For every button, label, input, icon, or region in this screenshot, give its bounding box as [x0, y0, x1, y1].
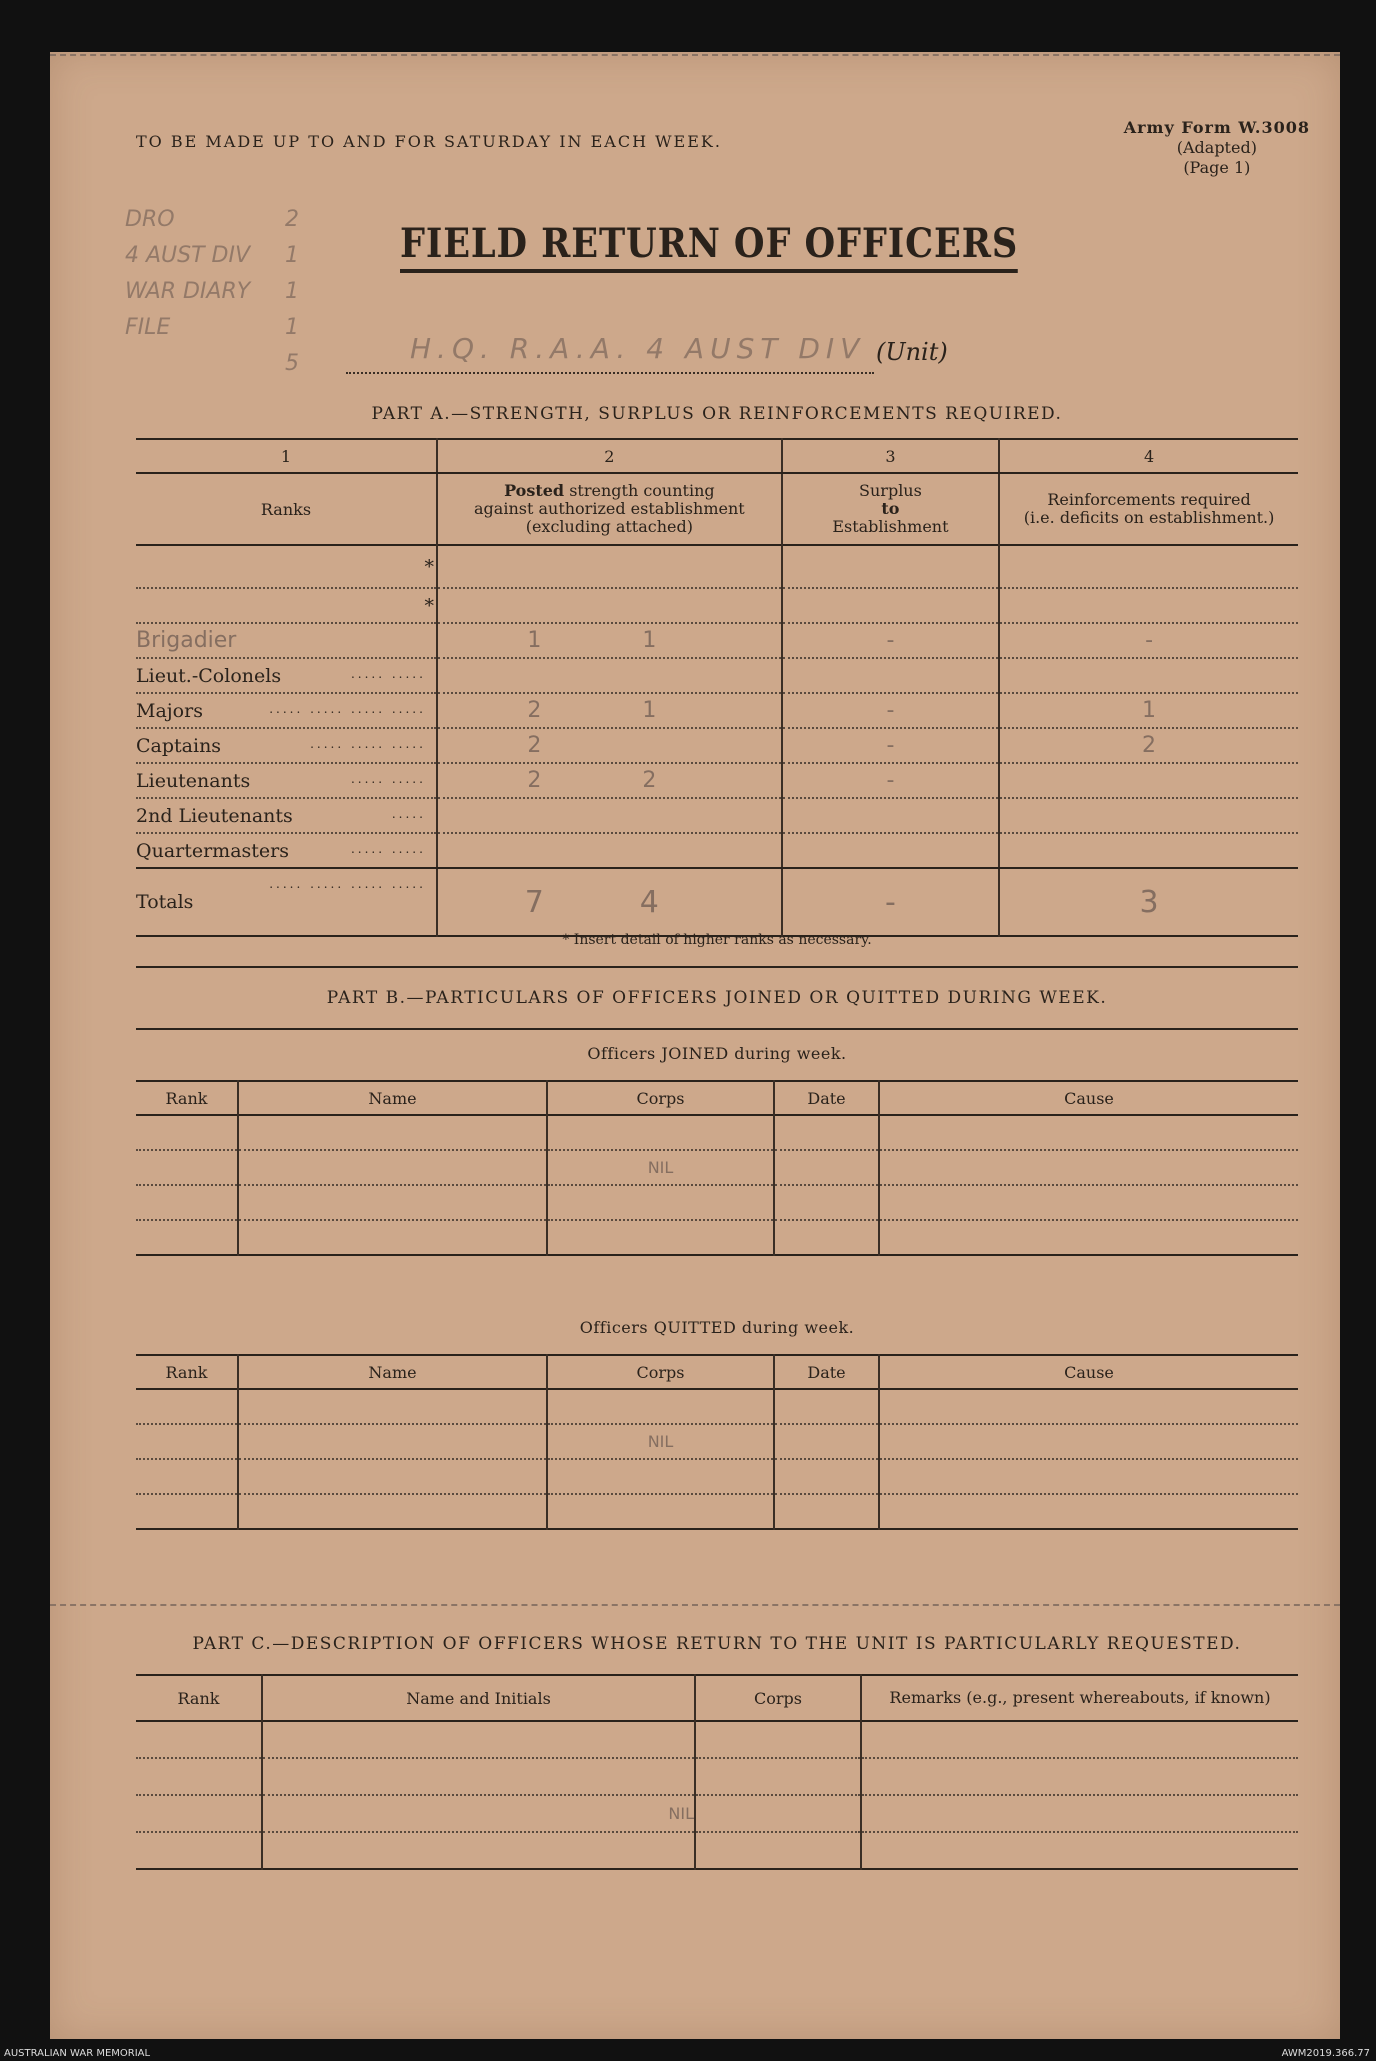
perforation-top	[50, 54, 1340, 56]
dist-row: WAR DIARY 1	[125, 279, 299, 304]
cause-header: Cause	[879, 1355, 1298, 1389]
table-row	[136, 1795, 1298, 1832]
reinf-cell: -	[999, 623, 1298, 658]
reinf-cell	[999, 588, 1298, 623]
reinf-cell	[999, 545, 1298, 588]
table-row	[136, 1459, 1298, 1494]
name-header: Name	[238, 1355, 547, 1389]
reinf-cell	[999, 798, 1298, 833]
posted-header: Posted strength counting against authorized establishment (excluding attached)	[437, 473, 782, 545]
rank-cell: *	[136, 588, 437, 623]
table-row	[136, 693, 1298, 728]
posted-cell: 2 1	[437, 693, 782, 728]
table-row	[136, 623, 1298, 658]
table-row	[136, 1150, 1298, 1185]
ranks-header: Ranks	[260, 499, 312, 519]
reinf-cell: 1	[999, 693, 1298, 728]
corps-header: Corps	[547, 1355, 774, 1389]
totals-label: Totals ..... ..... ..... .....	[136, 877, 426, 913]
rank-header: Rank	[165, 1088, 208, 1108]
rank-header: Rank	[165, 1362, 208, 1382]
table-row	[136, 1389, 1298, 1424]
surplus-cell: -	[782, 728, 999, 763]
corps-header: Corps	[547, 1081, 774, 1115]
rank-header: Rank	[177, 1688, 220, 1708]
footer-credit: AUSTRALIAN WAR MEMORIAL	[4, 2048, 151, 2059]
rank-cell: *	[136, 545, 437, 588]
form-adapted: (Adapted)	[1176, 138, 1257, 157]
name-header: Name and Initials	[262, 1675, 695, 1721]
rank-cell: Majors ..... ..... ..... .....	[136, 693, 437, 728]
table-row	[136, 1220, 1298, 1255]
table-row	[136, 1185, 1298, 1220]
rank-cell: Brigadier	[136, 623, 437, 658]
date-header: Date	[774, 1081, 879, 1115]
part-a-footnote: * Insert detail of higher ranks as necessary.	[562, 932, 872, 948]
posted-cell	[437, 658, 782, 693]
army-form-block	[1124, 118, 1310, 178]
col-num: 3	[782, 439, 999, 473]
quitted-table	[136, 1354, 1298, 1530]
corps-header: Corps	[695, 1675, 861, 1721]
surplus-cell: -	[782, 693, 999, 728]
reinf-cell	[999, 833, 1298, 868]
dist-row: FILE 1	[125, 315, 299, 340]
reinforcements-header: Reinforcements required (i.e. deficits on establishment.)	[999, 473, 1298, 545]
part-c-table	[136, 1674, 1298, 1870]
part-c-heading: PART C.—DESCRIPTION OF OFFICERS WHOSE RETURN TO THE UNIT IS PARTICULARLY REQUESTED.	[192, 1634, 1242, 1654]
surplus-cell	[782, 833, 999, 868]
table-row	[136, 1424, 1298, 1459]
column-number-row	[136, 439, 1298, 473]
col-num: 4	[999, 439, 1298, 473]
posted-cell	[437, 588, 782, 623]
table-row	[136, 658, 1298, 693]
remarks-header: Remarks (e.g., present whereabouts, if known)	[861, 1675, 1298, 1721]
part-a-heading: PART A.—STRENGTH, SURPLUS OR REINFORCEMENTS REQUIRED.	[371, 404, 1063, 424]
column-header-row	[136, 473, 1298, 545]
reinf-cell	[999, 763, 1298, 798]
table-row	[136, 1832, 1298, 1869]
totals-reinf: 3	[999, 868, 1298, 936]
nil-mark: NIL	[547, 1424, 774, 1459]
form-sheet	[50, 52, 1340, 2039]
date-header: Date	[774, 1355, 879, 1389]
part-a-table	[136, 438, 1298, 937]
nil-mark: NIL	[262, 1795, 695, 1832]
posted-cell: 2 2	[437, 763, 782, 798]
totals-surplus: -	[782, 868, 999, 936]
instruction-text: TO BE MADE UP TO AND FOR SATURDAY IN EACH WEEK.	[136, 132, 722, 151]
surplus-cell	[782, 545, 999, 588]
posted-cell	[437, 545, 782, 588]
posted-cell	[437, 798, 782, 833]
divider	[136, 966, 1298, 968]
table-row	[136, 798, 1298, 833]
surplus-cell	[782, 798, 999, 833]
col-num: 2	[437, 439, 782, 473]
footer-accession: AWM2019.366.77	[1281, 2048, 1370, 2059]
posted-cell: 1 1	[437, 623, 782, 658]
table-row	[136, 728, 1298, 763]
totals-posted: 7 4	[437, 868, 782, 936]
header-row	[136, 1081, 1298, 1115]
reinf-cell: 2	[999, 728, 1298, 763]
cause-header: Cause	[879, 1081, 1298, 1115]
table-row	[136, 1721, 1298, 1758]
dist-row: 5	[285, 351, 299, 376]
table-row	[136, 763, 1298, 798]
header-row	[136, 1355, 1298, 1389]
table-row	[136, 1494, 1298, 1529]
unit-label: (Unit)	[876, 338, 948, 366]
name-header: Name	[238, 1081, 547, 1115]
surplus-header: Surplus to Establishment	[782, 473, 999, 545]
divider	[136, 1028, 1298, 1030]
surplus-cell	[782, 588, 999, 623]
surplus-cell: -	[782, 763, 999, 798]
rank-cell: 2nd Lieutenants .....	[136, 798, 437, 833]
rank-cell: Captains ..... ..... .....	[136, 728, 437, 763]
header-row	[136, 1675, 1298, 1721]
quitted-title: Officers QUITTED during week.	[579, 1318, 855, 1337]
col-num: 1	[136, 439, 437, 473]
joined-title: Officers JOINED during week.	[587, 1044, 847, 1063]
reinf-cell	[999, 658, 1298, 693]
posted-cell	[437, 833, 782, 868]
form-number: Army Form W.3008	[1123, 118, 1310, 137]
dist-row: DRO 2	[125, 207, 299, 232]
part-b-heading: PART B.—PARTICULARS OF OFFICERS JOINED OR QUITTED DURING WEEK.	[326, 988, 1108, 1008]
surplus-cell	[782, 658, 999, 693]
table-row	[136, 833, 1298, 868]
form-page: (Page 1)	[1183, 158, 1251, 177]
rank-cell: Lieut.-Colonels ..... .....	[136, 658, 437, 693]
posted-cell: 2	[437, 728, 782, 763]
table-row	[136, 588, 1298, 623]
dist-row: 4 AUST DIV 1	[125, 243, 299, 268]
table-row	[136, 1758, 1298, 1795]
unit-value: H.Q. R.A.A. 4 AUST DIV	[410, 332, 866, 365]
rank-cell: Lieutenants ..... .....	[136, 763, 437, 798]
page-title: FIELD RETURN OF OFFICERS	[400, 220, 1018, 273]
surplus-cell: -	[782, 623, 999, 658]
nil-mark: NIL	[547, 1150, 774, 1185]
table-row	[136, 1115, 1298, 1150]
perforation-middle	[50, 1604, 1340, 1606]
table-row	[136, 545, 1298, 588]
rank-cell: Quartermasters ..... .....	[136, 833, 437, 868]
joined-table	[136, 1080, 1298, 1256]
totals-row	[136, 868, 1298, 936]
